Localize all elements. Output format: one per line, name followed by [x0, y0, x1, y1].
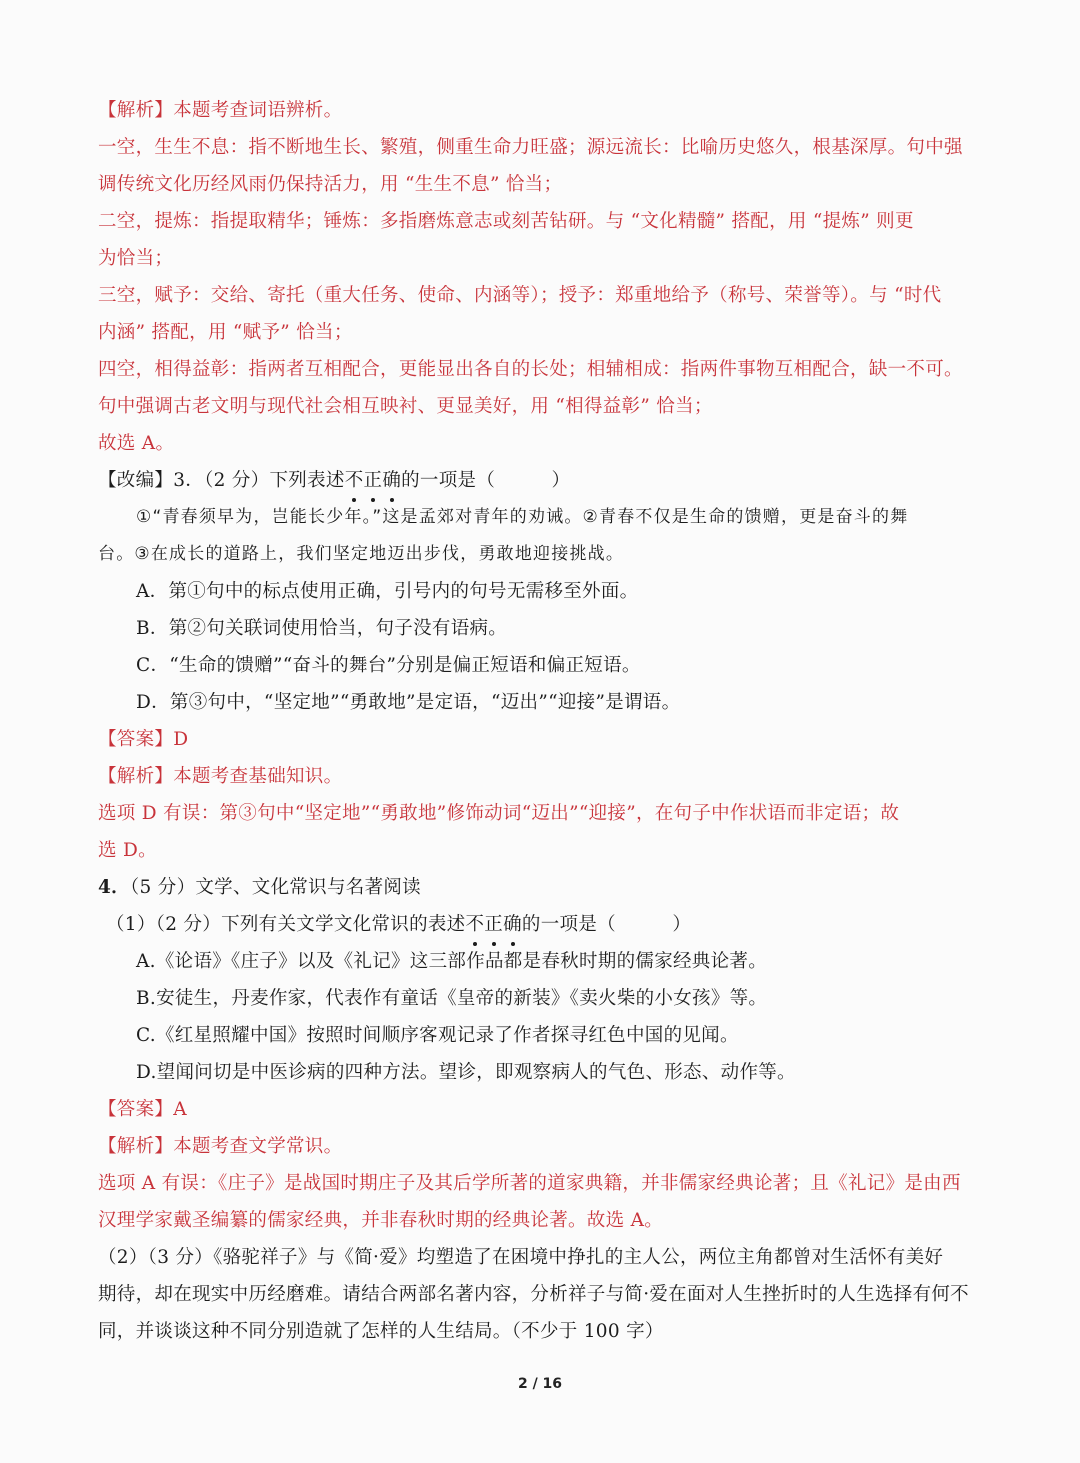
question-4-option-a: A.《论语》《庄子》以及《礼记》这三部作品都是春秋时期的儒家经典论著。: [136, 951, 767, 972]
analysis-heading: 【解析】本题考查词语辨析。: [98, 100, 343, 121]
question-4-sub1-stem: （1）（2 分）下列有关文学文化常识的表述不正确的一项是（ ）: [98, 906, 984, 943]
emphasis-dot-char: 确: [382, 462, 401, 499]
question-4-sub2-line: 同，并谈谈这种不同分别造就了怎样的人生结局。（不少于 100 字）: [98, 1321, 664, 1342]
emphasis-dot-char: 不: [465, 906, 484, 943]
question-4-analysis-line: 选项 A 有误：《庄子》是战国时期庄子及其后学所著的道家典籍，并非儒家经典论著；且《礼记》是由西: [98, 1173, 961, 1194]
question-3-answer: 【答案】D: [98, 729, 189, 750]
analysis-line: 二空，提炼：指提取精华；锤炼：多指磨炼意志或刻苦钻研。与 “文化精髓” 搭配，用 “提炼” 则更: [98, 211, 914, 232]
question-3-passage: ①“青春须早为，岂能长少年。”这是孟郊对青年的劝诫。②青春不仅是生命的馈赠，更是奋斗的舞: [136, 507, 909, 527]
question-3-option-d: D．第③句中，“坚定地”“勇敢地”是定语，“迈出”“迎接”是谓语。: [136, 692, 681, 713]
emphasis-dot-char: 不: [345, 462, 364, 499]
analysis-line: 四空，相得益彰：指两者互相配合，更能显出各自的长处；相辅相成：指两件事物互相配合，缺一不可。: [98, 359, 963, 380]
question-4-option-d: D.望闻问切是中医诊病的四种方法。望诊，即观察病人的气色、形态、动作等。: [136, 1062, 796, 1083]
analysis-line: 句中强调古老文明与现代社会相互映衬、更显美好，用 “相得益彰” 恰当；: [98, 396, 713, 417]
question-4-sub2-line: 期待，却在现实中历经磨难。请结合两部名著内容，分析祥子与简·爱在面对人生挫折时的人生选择有何不: [98, 1284, 969, 1305]
question-3-analysis-line: 选 D。: [98, 840, 157, 861]
page-number: 2 / 16: [517, 1376, 563, 1392]
question-4-option-c: C.《红星照耀中国》按照时间顺序客观记录了作者探寻红色中国的见闻。: [136, 1025, 739, 1046]
analysis-conclusion: 故选 A。: [98, 433, 175, 454]
question-3-option-b: B．第②句关联词使用恰当，句子没有语病。: [136, 618, 508, 639]
emphasis-dot-char: 正: [364, 462, 383, 499]
emphasis-dot-char: 确: [503, 906, 522, 943]
analysis-line: 内涵” 搭配，用 “赋予” 恰当；: [98, 322, 353, 343]
question-3-passage: 台。③在成长的道路上，我们坚定地迈出步伐，勇敢地迎接挑战。: [98, 544, 625, 564]
question-4-answer: 【答案】A: [98, 1099, 187, 1120]
question-4-title: 4．（5 分）文学、文化常识与名著阅读: [98, 877, 421, 898]
question-3-analysis-heading: 【解析】本题考查基础知识。: [98, 766, 343, 787]
emphasis-dot-char: 正: [484, 906, 503, 943]
analysis-line: 调传统文化历经风雨仍保持活力，用 “生生不息” 恰当；: [98, 174, 563, 195]
question-3-option-a: A．第①句中的标点使用正确，引号内的句号无需移至外面。: [136, 581, 639, 602]
question-4-analysis-line: 汉理学家戴圣编纂的儒家经典，并非春秋时期的经典论著。故选 A。: [98, 1210, 664, 1231]
question-3-stem: 【改编】3．（2 分）下列表述不正确的一项是（ ）: [98, 462, 984, 499]
analysis-line: 三空，赋予：交给、寄托（重大任务、使命、内涵等）；授予：郑重地给予（称号、荣誉等）。与 “时代: [98, 285, 942, 306]
analysis-line: 一空，生生不息：指不断地生长、繁殖，侧重生命力旺盛；源远流长：比喻历史悠久，根基深厚。句中强: [98, 137, 963, 158]
analysis-line: 为恰当；: [98, 248, 174, 269]
question-4-option-b: B.安徒生，丹麦作家，代表作有童话《皇帝的新装》《卖火柴的小女孩》等。: [136, 988, 768, 1009]
question-3-analysis-line: 选项 D 有误：第③句中“坚定地”“勇敢地”修饰动词“迈出”“迎接”，在句子中作状语而非定语；故: [98, 803, 900, 824]
question-3-option-c: C．“生命的馈赠”“奋斗的舞台”分别是偏正短语和偏正短语。: [136, 655, 641, 676]
question-4-analysis-heading: 【解析】本题考查文学常识。: [98, 1136, 343, 1157]
question-4-sub2-line: （2）（3 分）《骆驼祥子》与《简·爱》均塑造了在困境中挣扎的主人公，两位主角都曾对生活怀有美好: [98, 1247, 944, 1268]
